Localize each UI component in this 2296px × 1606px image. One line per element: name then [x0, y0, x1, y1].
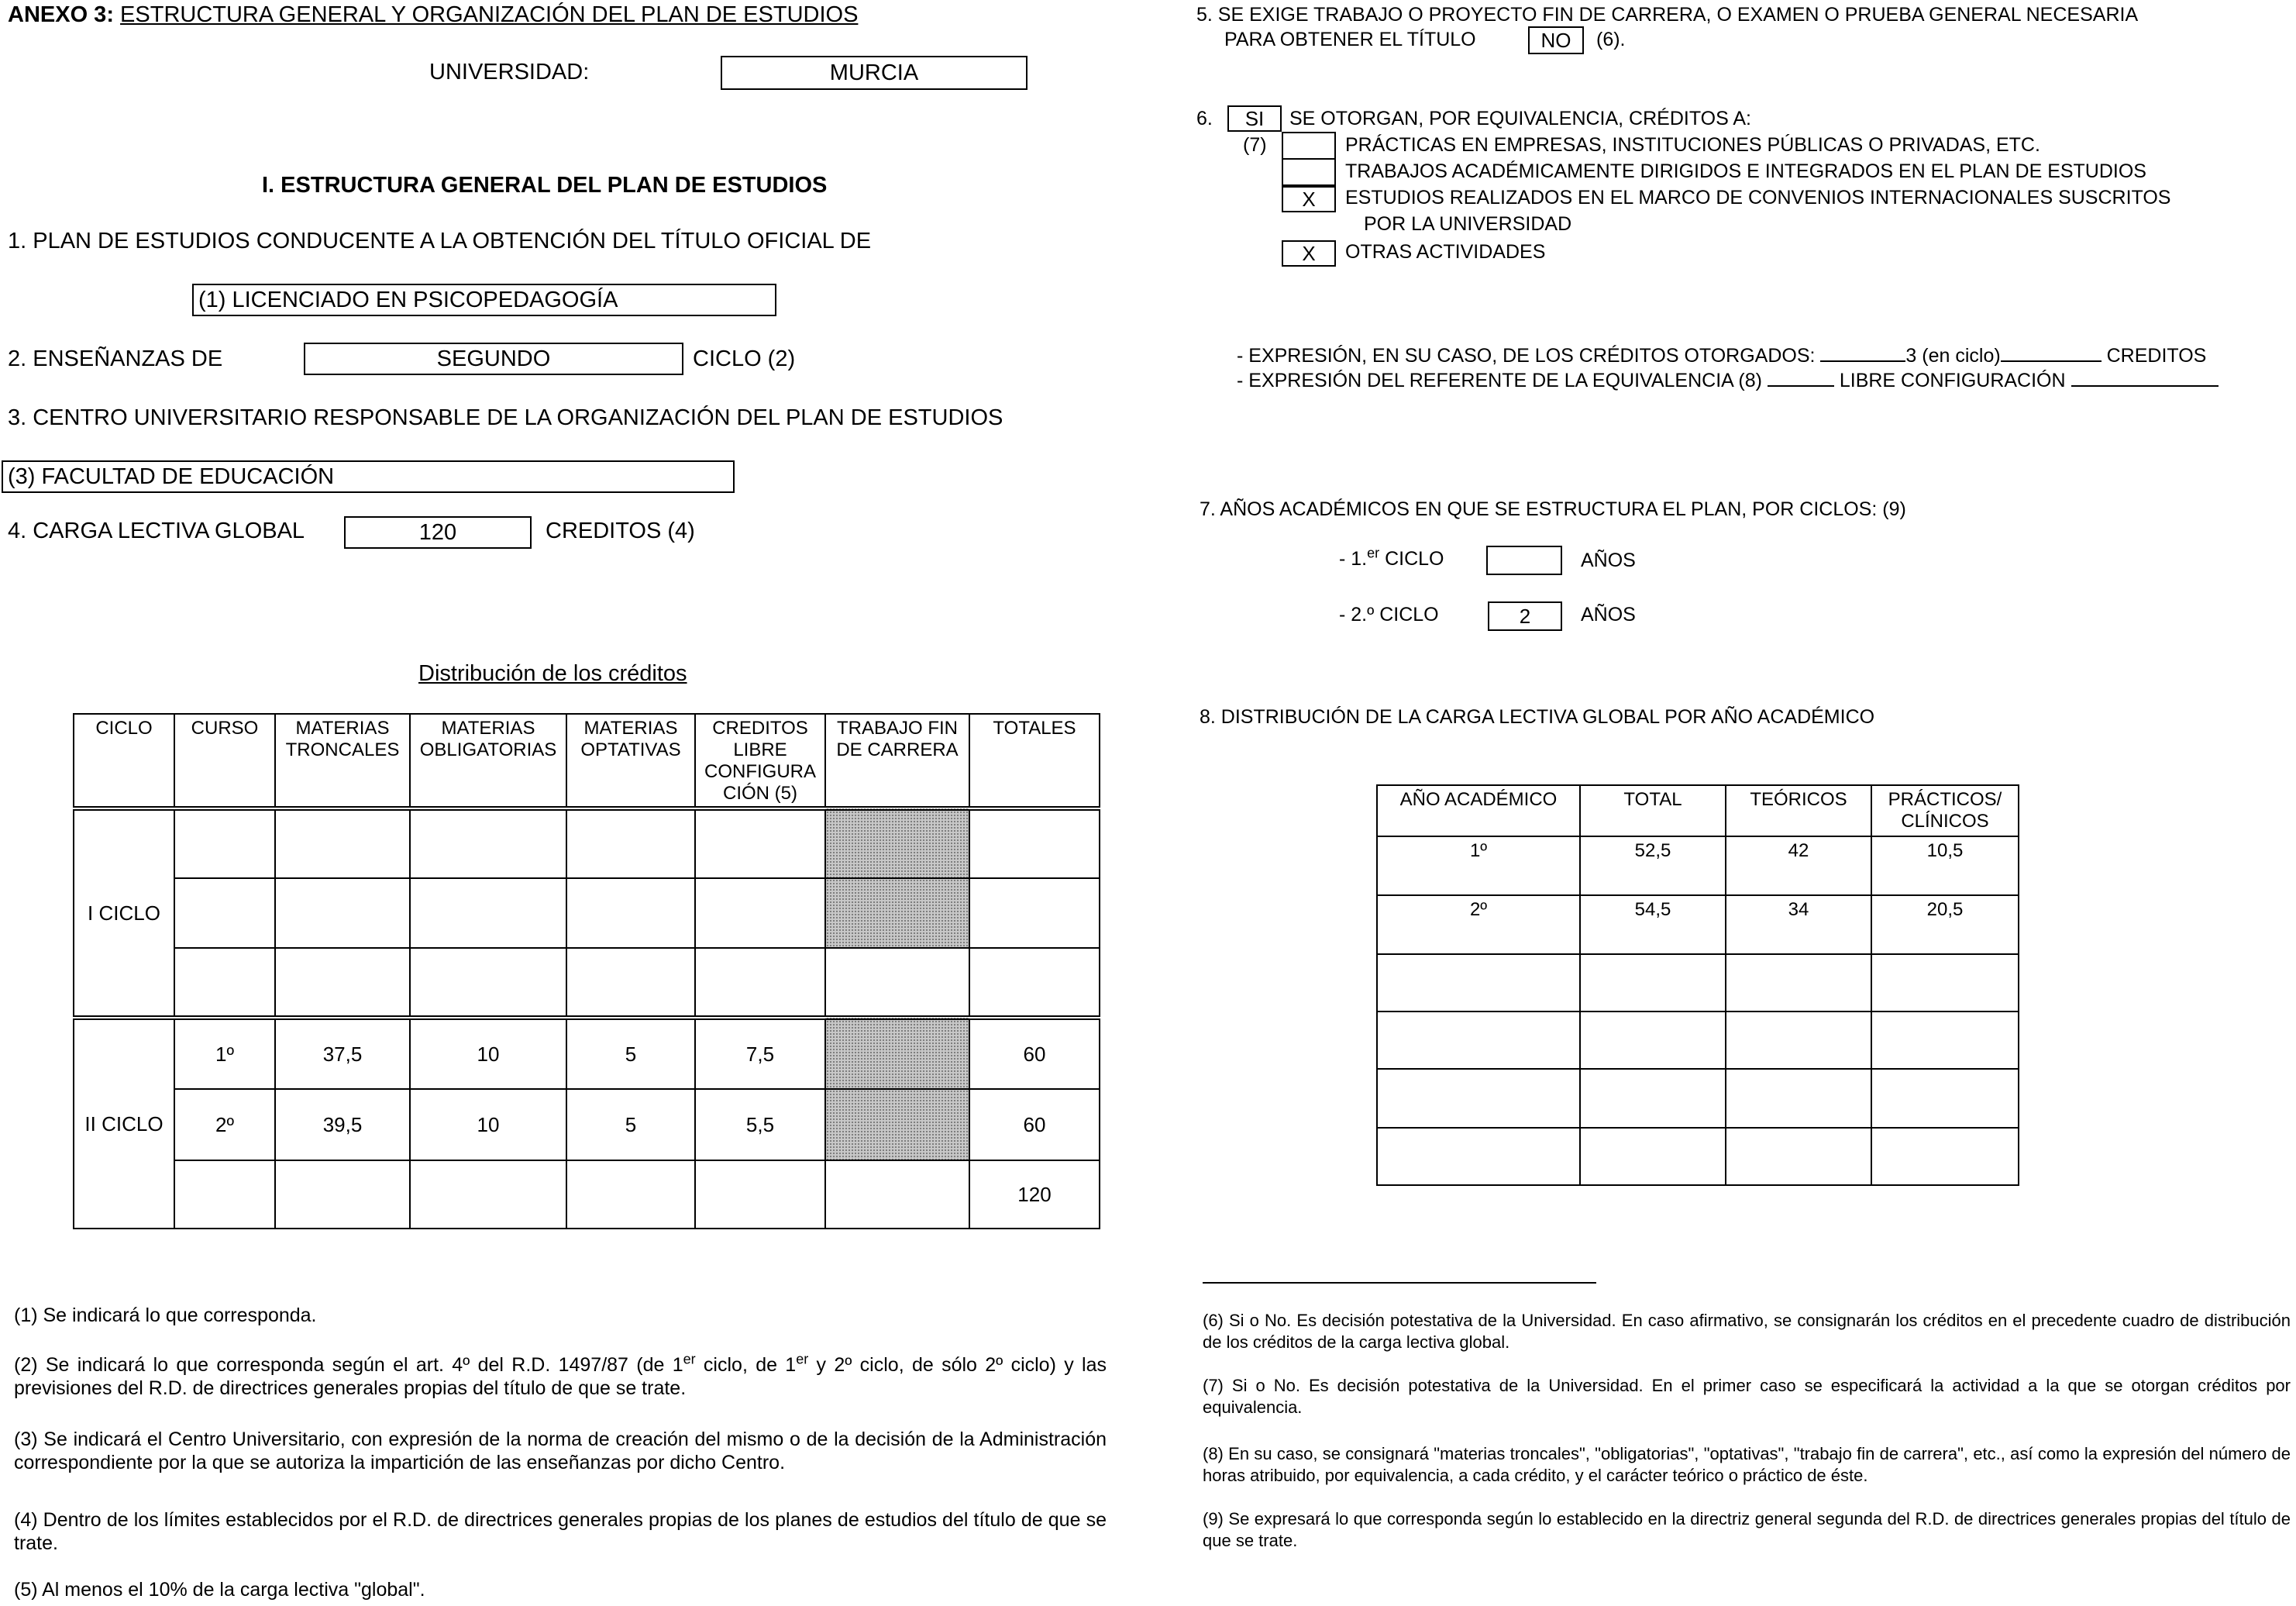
- ciclo-1-label: [1339, 547, 1444, 570]
- item-7-label: 7. AÑOS ACADÉMICOS EN QUE SE ESTRUCTURA EL PLAN, POR CICLOS: (9): [1200, 498, 1906, 520]
- header-practicos: PRÁCTICOS/ CLÍNICOS: [1871, 785, 2019, 836]
- cell: [1726, 1128, 1871, 1185]
- ciclo-1-sup: er: [1367, 545, 1380, 561]
- ciclo-2-cell: II CICLO: [74, 1018, 174, 1229]
- item-5-line1: 5. SE EXIGE TRABAJO O PROYECTO FIN DE CARRERA, O EXAMEN O PRUEBA GENERAL NECESARIA: [1196, 4, 2139, 26]
- cell: [566, 878, 695, 948]
- cell: [1580, 1069, 1726, 1128]
- cell: 1º: [1377, 836, 1580, 895]
- cell: 54,5: [1580, 895, 1726, 954]
- option-box-practicas: [1282, 132, 1336, 160]
- table-row: [74, 948, 1100, 1018]
- blank-line: [2001, 345, 2102, 362]
- cell: [1580, 954, 1726, 1012]
- item-3-label: 3. CENTRO UNIVERSITARIO RESPONSABLE DE LA ORGANIZACIÓN DEL PLAN DE ESTUDIOS: [8, 405, 1003, 430]
- cell: 2º: [174, 1089, 275, 1160]
- item-4-suffix: CREDITOS (4): [546, 519, 695, 543]
- item-8-label: 8. DISTRIBUCIÓN DE LA CARGA LECTIVA GLOBAL POR AÑO ACADÉMICO: [1200, 706, 1875, 728]
- header-total: TOTAL: [1580, 785, 1726, 836]
- cell: [410, 878, 566, 948]
- table-row: [74, 1018, 1100, 1089]
- item-5-suffix: (6).: [1596, 29, 1626, 50]
- shaded-cell: [825, 878, 969, 948]
- cell: [1580, 1012, 1726, 1069]
- ciclo-field: SEGUNDO: [304, 343, 683, 375]
- cell: 10: [410, 1089, 566, 1160]
- cell: [174, 1160, 275, 1229]
- ciclo-1-anos-field: [1486, 546, 1562, 575]
- carga-anual-table: [1376, 784, 2019, 1186]
- annex-title: ESTRUCTURA GENERAL Y ORGANIZACIÓN DEL PLAN DE ESTUDIOS: [120, 2, 859, 27]
- table-row: [1377, 1069, 2019, 1128]
- option-label-convenios: ESTUDIOS REALIZADOS EN EL MARCO DE CONVENIOS INTERNACIONALES SUSCRITOS: [1345, 187, 2171, 209]
- item-2-suffix: CICLO (2): [693, 346, 796, 371]
- cell: [1726, 1069, 1871, 1128]
- header-troncales: MATERIAS TRONCALES: [275, 714, 410, 808]
- option-label-practicas: PRÁCTICAS EN EMPRESAS, INSTITUCIONES PÚBLICAS O PRIVADAS, ETC.: [1345, 134, 2040, 156]
- cell: 52,5: [1580, 836, 1726, 895]
- item-6-ref: (7): [1243, 134, 1267, 156]
- footnote-2-sup: er: [796, 1351, 809, 1367]
- universidad-field: MURCIA: [721, 56, 1028, 90]
- ciclo-1-label-text: - 1.: [1339, 548, 1368, 570]
- cell: 10: [410, 1018, 566, 1089]
- cell: [275, 878, 410, 948]
- centro-field: (3) FACULTAD DE EDUCACIÓN: [2, 460, 735, 493]
- cell: 60: [969, 1018, 1100, 1089]
- ciclo-1-cell: I CICLO: [74, 808, 174, 1018]
- cell: [566, 1160, 695, 1229]
- item-2-label: 2. ENSEÑANZAS DE: [8, 346, 223, 371]
- equivalencia-field: SI: [1227, 105, 1282, 132]
- cell: [695, 808, 825, 878]
- universidad-label: UNIVERSIDAD:: [429, 60, 590, 84]
- cell: [969, 948, 1100, 1018]
- header-teoricos: TEÓRICOS: [1726, 785, 1871, 836]
- shaded-cell: [825, 1018, 969, 1089]
- cell: [275, 948, 410, 1018]
- table-row: [74, 878, 1100, 948]
- cell: [695, 878, 825, 948]
- cell: [1377, 954, 1580, 1012]
- cell: [410, 948, 566, 1018]
- table-header-row: [1377, 785, 2019, 836]
- expresion-creditos-value: 3 (en ciclo): [1905, 345, 2001, 367]
- distribucion-title: Distribución de los créditos: [418, 661, 687, 686]
- footnote-3: (3) Se indicará el Centro Universitario, con expresión de la norma de creación del mismo o de la decisión de la Administración correspondiente por la que se autoriza la impartición de las enseñanzas por dicho Centro.: [14, 1429, 1107, 1473]
- blank-line: [1768, 370, 1834, 387]
- footnote-7: (7) Si o No. Es decisión potestativa de la Universidad. En el primer caso se especificará la actividad a la que se otorgan créditos por equivalencia.: [1203, 1376, 2291, 1417]
- table-row: [1377, 836, 2019, 895]
- footnote-4: (4) Dentro de los límites establecidos por el R.D. de directrices generales propias de los planes de estudios del título de que se trate.: [14, 1509, 1107, 1554]
- footnote-2-text: ciclo, de 1: [695, 1354, 797, 1376]
- cell: [1377, 1069, 1580, 1128]
- ciclo-1-anos-label: AÑOS: [1581, 550, 1636, 571]
- cell: 20,5: [1871, 895, 2019, 954]
- cell: [1871, 1128, 2019, 1185]
- cell: [174, 808, 275, 878]
- ciclo-2-label: - 2.º CICLO: [1339, 604, 1439, 626]
- footnote-9: (9) Se expresará lo que corresponda según lo establecido en la directriz general segunda del R.D. de directrices generales propias del título de que se trate.: [1203, 1509, 2291, 1550]
- cell: [1871, 1069, 2019, 1128]
- expresion-referente: [1237, 369, 2219, 392]
- footnote-2-sup: er: [683, 1351, 696, 1367]
- item-5-line2: PARA OBTENER EL TÍTULO: [1224, 29, 1476, 50]
- footnote-6: (6) Si o No. Es decisión potestativa de la Universidad. En caso afirmativo, se consignarán los créditos en el precedente cuadro de distribución de los créditos de la carga lectiva global.: [1203, 1311, 2291, 1352]
- shaded-cell: [825, 1089, 969, 1160]
- header-obligatorias: MATERIAS OBLIGATORIAS: [410, 714, 566, 808]
- option-label-convenios-cont: POR LA UNIVERSIDAD: [1364, 213, 1572, 235]
- item-1-label: 1. PLAN DE ESTUDIOS CONDUCENTE A LA OBTENCIÓN DEL TÍTULO OFICIAL DE: [8, 229, 872, 253]
- carga-field: 120: [344, 516, 532, 549]
- option-box-otras: X: [1282, 240, 1336, 267]
- header-optativas: MATERIAS OPTATIVAS: [566, 714, 695, 808]
- cell: [1871, 1012, 2019, 1069]
- cell: [566, 808, 695, 878]
- cell: 2º: [1377, 895, 1580, 954]
- cell: 42: [1726, 836, 1871, 895]
- blank-line: [2071, 370, 2219, 387]
- cell: [969, 808, 1100, 878]
- table-row: [1377, 1012, 2019, 1069]
- item-6-text: SE OTORGAN, POR EQUIVALENCIA, CRÉDITOS A:: [1289, 108, 1751, 129]
- table-row: [74, 808, 1100, 878]
- footnote-2-text: y 2º ciclo, de sólo 2º ciclo) y las previsiones del R.D. de directrices generales propias del título de que se trate.: [14, 1354, 1107, 1399]
- header-libre-configuracion: CREDITOS LIBRE CONFIGURA CIÓN (5): [695, 714, 825, 808]
- expresion-referente-label: - EXPRESIÓN DEL REFERENTE DE LA EQUIVALENCIA (8): [1237, 370, 1768, 391]
- option-box-convenios: X: [1282, 186, 1336, 212]
- header-ano-academico: AÑO ACADÉMICO: [1377, 785, 1580, 836]
- header-trabajo-fin: TRABAJO FIN DE CARRERA: [825, 714, 969, 808]
- cell: [1726, 1012, 1871, 1069]
- footnote-2-text: (2) Se indicará lo que corresponda según el art. 4º del R.D. 1497/87 (de 1: [14, 1354, 683, 1376]
- section-title: I. ESTRUCTURA GENERAL DEL PLAN DE ESTUDIOS: [262, 173, 828, 198]
- cell: 5,5: [695, 1089, 825, 1160]
- item-4-label: 4. CARGA LECTIVA GLOBAL: [8, 519, 305, 543]
- cell: 7,5: [695, 1018, 825, 1089]
- expresion-creditos-unit: CREDITOS: [2101, 345, 2207, 367]
- cell: [695, 1160, 825, 1229]
- option-box-trabajos: [1282, 158, 1336, 186]
- blank-line: [1820, 345, 1905, 362]
- cell: [825, 948, 969, 1018]
- option-label-otras: OTRAS ACTIVIDADES: [1345, 241, 1546, 263]
- option-label-trabajos: TRABAJOS ACADÉMICAMENTE DIRIGIDOS E INTEGRADOS EN EL PLAN DE ESTUDIOS: [1345, 160, 2146, 182]
- cell: 37,5: [275, 1018, 410, 1089]
- table-row: [1377, 1128, 2019, 1185]
- cell: [174, 948, 275, 1018]
- table-row: [1377, 895, 2019, 954]
- shaded-cell: [825, 808, 969, 878]
- cell: [410, 808, 566, 878]
- table-row: [74, 1089, 1100, 1160]
- cell: 34: [1726, 895, 1871, 954]
- cell: 1º: [174, 1018, 275, 1089]
- proyecto-fin-field: NO: [1528, 26, 1584, 54]
- cell: [275, 1160, 410, 1229]
- cell: 10,5: [1871, 836, 2019, 895]
- footnote-5: (5) Al menos el 10% de la carga lectiva "global".: [14, 1579, 425, 1601]
- cell: 5: [566, 1089, 695, 1160]
- cell: [1726, 954, 1871, 1012]
- header-ciclo: CICLO: [74, 714, 174, 808]
- cell: [1377, 1128, 1580, 1185]
- cell: [1871, 954, 2019, 1012]
- item-6-number: 6.: [1196, 108, 1213, 129]
- cell: [695, 948, 825, 1018]
- cell: 39,5: [275, 1089, 410, 1160]
- table-row: [74, 1160, 1100, 1229]
- footnote-separator: [1203, 1282, 1596, 1284]
- footnote-2: [14, 1353, 1107, 1400]
- table-header-row: [74, 714, 1100, 808]
- ciclo-2-anos-field: 2: [1488, 601, 1562, 631]
- cell: [825, 1160, 969, 1229]
- expresion-referente-value: LIBRE CONFIGURACIÓN: [1833, 370, 2071, 391]
- titulo-field: (1) LICENCIADO EN PSICOPEDAGOGÍA: [192, 284, 776, 316]
- header-totales: TOTALES: [969, 714, 1100, 808]
- footnote-8: (8) En su caso, se consignará "materias troncales", "obligatorias", "optativas", "trabajo fin de carrera", etc., así como la expresión del número de horas atribuido, por equivalencia, a cada crédito, y el carácter teórico o práctico de éste.: [1203, 1444, 2291, 1485]
- annex-prefix: ANEXO 3:: [8, 2, 114, 27]
- ciclo-1-label-text: CICLO: [1379, 548, 1444, 570]
- cell: 5: [566, 1018, 695, 1089]
- header-curso: CURSO: [174, 714, 275, 808]
- cell: [174, 878, 275, 948]
- cell: [275, 808, 410, 878]
- expresion-creditos-label: - EXPRESIÓN, EN SU CASO, DE LOS CRÉDITOS OTORGADOS:: [1237, 345, 1821, 367]
- creditos-table: [73, 713, 1100, 1229]
- cell: [410, 1160, 566, 1229]
- footnote-1: (1) Se indicará lo que corresponda.: [14, 1304, 317, 1326]
- cell: 60: [969, 1089, 1100, 1160]
- cell: [1580, 1128, 1726, 1185]
- annex-heading: [8, 2, 858, 28]
- cell: [1377, 1012, 1580, 1069]
- cell: [566, 948, 695, 1018]
- expresion-creditos: [1237, 344, 2206, 367]
- cell: 120: [969, 1160, 1100, 1229]
- ciclo-2-anos-label: AÑOS: [1581, 604, 1636, 626]
- table-row: [1377, 954, 2019, 1012]
- cell: [969, 878, 1100, 948]
